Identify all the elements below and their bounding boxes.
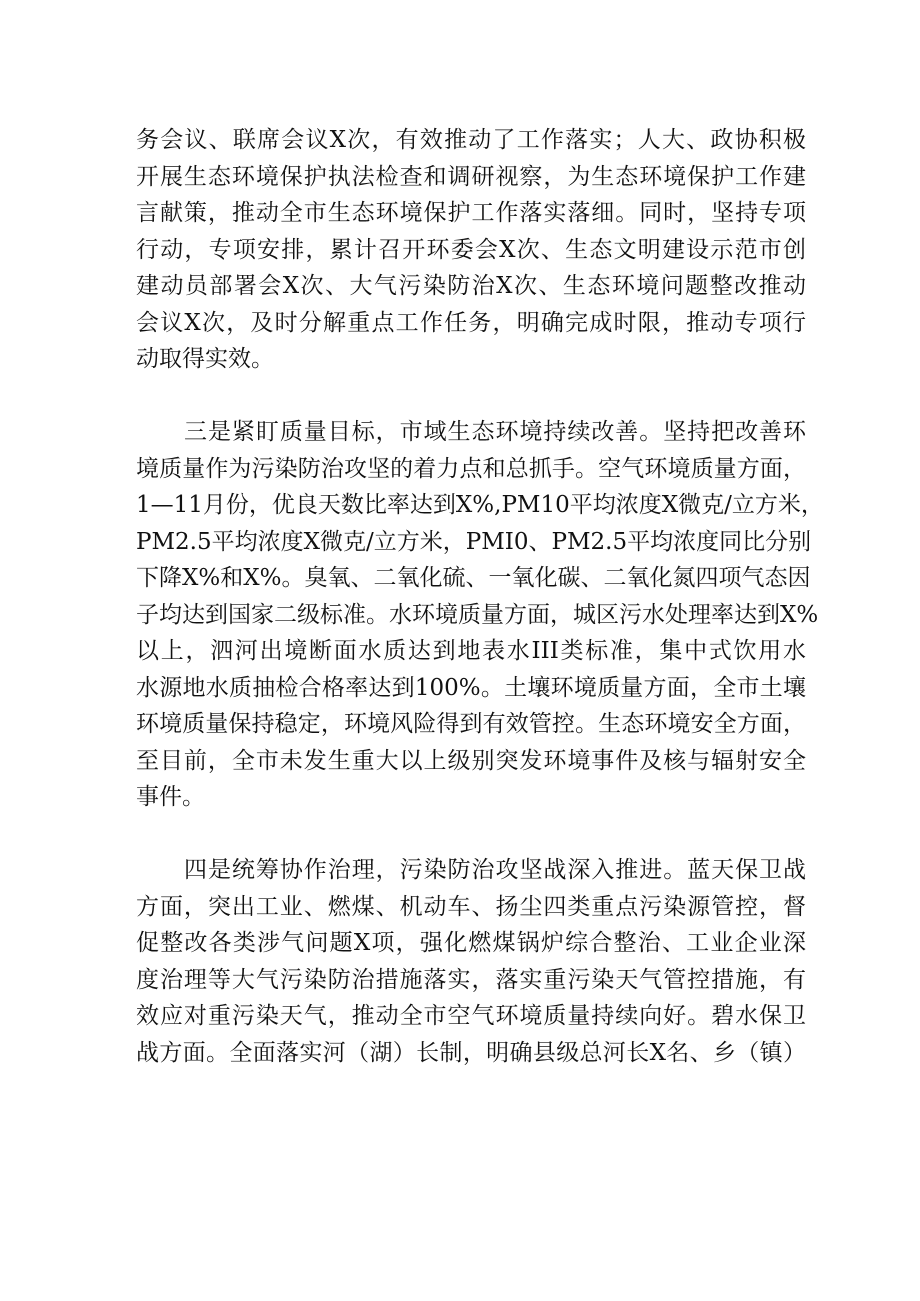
paragraph-2-line: PM2.5平均浓度X微克/立方米，PMI0、PM2.5平均浓度同比分别 [136,528,812,555]
paragraph-2-line: 境质量作为污染防治攻坚的着力点和总抓手。空气环境质量方面， [136,455,806,482]
paragraph-3-line: 战方面。全面落实河（湖）长制，明确县级总河长X名、乡（镇） [136,1039,806,1066]
paragraph-1-line: 会议X次，及时分解重点工作任务，明确完成时限，推动专项行 [136,309,806,336]
paragraph-1-line: 动取得实效。 [136,346,274,372]
paragraph-gap [136,816,806,853]
paragraph-2-line: 1—11月份，优良天数比率达到X%,PM10平均浓度X微克/立方米， [136,492,824,518]
paragraph-1-line: 行动，专项安排，累计召开环委会X次、生态文明建设示范市创 [136,236,806,263]
paragraph-3-line: 度治理等大气污染防治措施落实，落实重污染天气管控措施，有 [136,966,806,993]
paragraph-1-line: 开展生态环境保护执法检查和调研视察，为生态环境保护工作建 [136,163,806,190]
paragraph-2-line: 以上，泗河出境断面水质达到地表水III类标准，集中式饮用水 [136,638,806,664]
paragraph-3-line: 促整改各类涉气问题X项，强化燃煤锅炉综合整治、工业企业深 [136,930,806,956]
paragraph-gap [136,378,806,415]
paragraph-3 [136,852,806,1071]
paragraph-2-line: 三是紧盯质量目标，市域生态环境持续改善。坚持把改善环 [184,419,806,445]
paragraph-2 [136,414,824,816]
paragraph-3-line: 四是统筹协作治理，污染防治攻坚战深入推进。蓝天保卫战 [184,857,806,883]
paragraph-2-line: 至目前，全市未发生重大以上级别突发环境事件及核与辐射安全 [136,747,806,774]
paragraph-3-line: 效应对重污染天气，推动全市空气环境质量持续向好。碧水保卫 [136,1003,806,1029]
document-body [136,122,824,1071]
paragraph-1-line: 务会议、联席会议X次，有效推动了工作落实；人大、政协积极 [136,127,806,153]
paragraph-3-line: 方面，突出工业、燃煤、机动车、扬尘四类重点污染源管控，督 [136,893,806,920]
paragraph-1 [136,122,806,378]
paragraph-1-line: 建动员部署会X次、大气污染防治X次、生态环境问题整改推动 [136,273,806,299]
paragraph-2-line: 下降X%和X%。臭氧、二氧化硫、一氧化碳、二氧化氮四项气态因 [136,565,811,591]
paragraph-2-line: 环境质量保持稳定，环境风险得到有效管控。生态环境安全方面， [136,711,806,737]
paragraph-2-line: 子均达到国家二级标准。水环境质量方面，城区污水处理率达到X% [136,601,819,628]
paragraph-2-line: 水源地水质抽检合格率达到100%。土壤环境质量方面，全市土壤 [136,674,806,701]
paragraph-1-line: 言献策，推动全市生态环境保护工作落实落细。同时，坚持专项 [136,200,806,226]
paragraph-2-line: 事件。 [136,784,205,810]
